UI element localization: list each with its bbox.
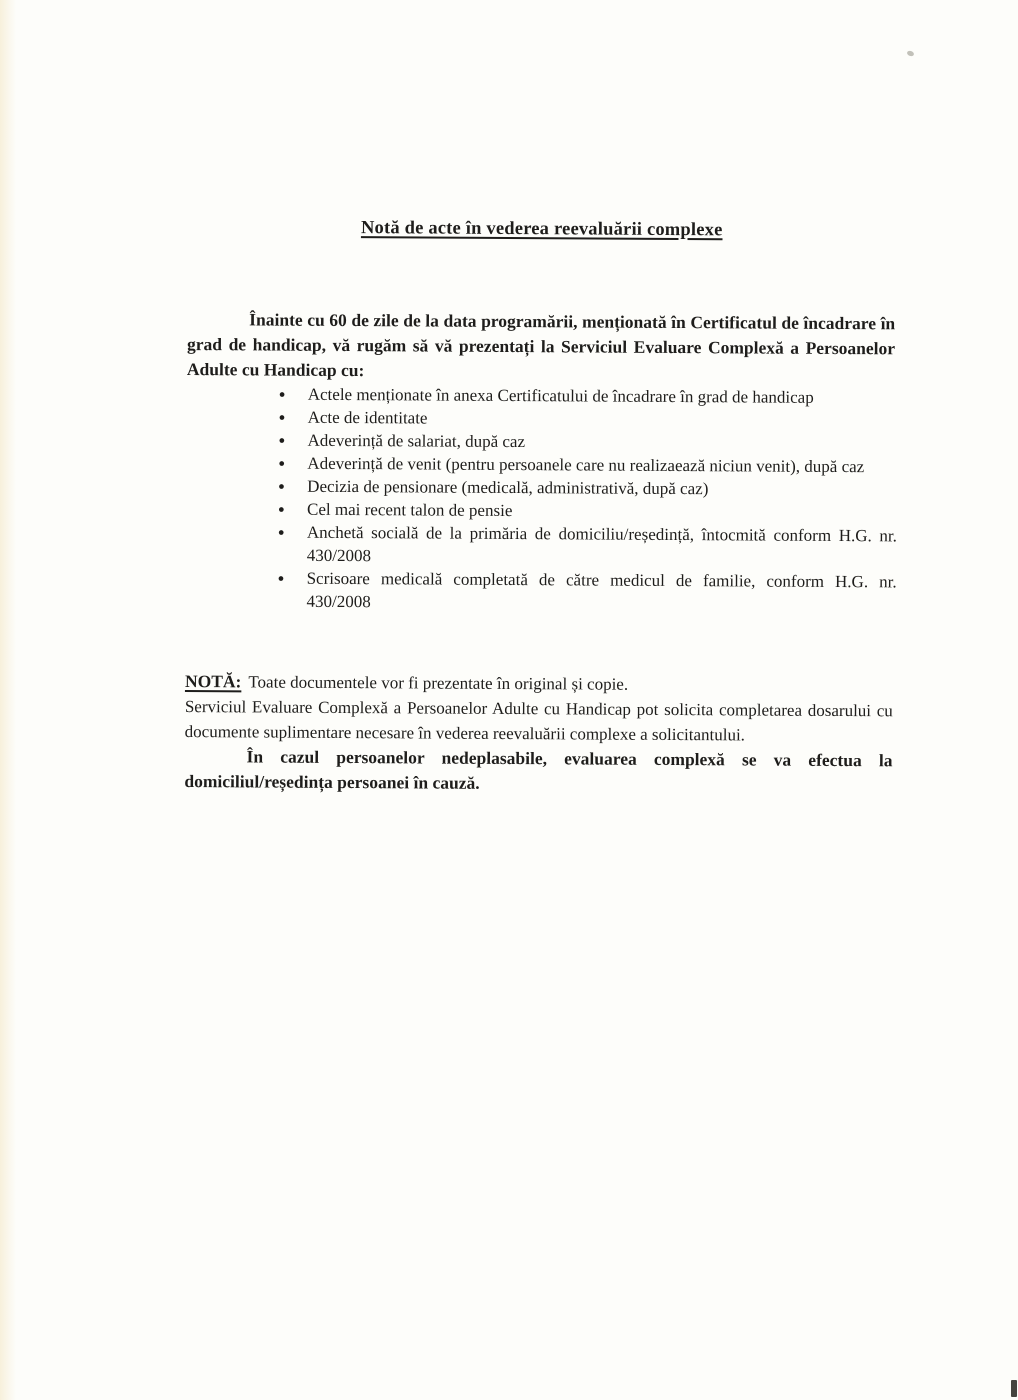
required-documents-list [277,383,897,617]
note-label: NOTĂ: [184,671,242,692]
list-item [277,567,897,617]
document-title [188,217,896,242]
bullet-icon: ● [278,434,286,447]
note-line1-text: Toate documentele vor fi prezentate în original și copie. [248,672,629,694]
document-title-text: Notă de acte în vederea reevaluării complexe [360,218,723,241]
list-item-text: Acte de identitate [307,407,428,428]
list-item-text: Actele menționate în anexa Certificatului de încadrare în grad de handicap [307,384,814,407]
list-item [277,521,897,571]
list-item-text: Scrisoare medicală completată de către medicul de familie, conform H.G. nr. 430/2008 [306,568,897,612]
bullet-icon: ● [278,480,285,493]
list-item-text: Cel mai recent talon de pensie [307,499,513,521]
bullet-icon: ● [277,526,285,539]
note-section [184,669,893,798]
bullet-icon: ● [277,572,285,585]
list-item-text: Anchetă socială de la primăria de domiciliu/reședință, întocmită conform H.G. nr. 430/2008 [306,522,897,566]
note-final-paragraph: În cazul persoanelor nedeplasabile, evaluarea complexă se va efectua la domiciliul/reședința persoanei în cauză. [184,746,893,793]
intro-paragraph: Înainte cu 60 de zile de la data programării, menționată în Certificatul de încadrare în grad de handicap, vă rugăm să vă prezentați la Serviciul Evaluare Complexă a Persoanelor Adulte cu Handicap cu: [186,309,896,381]
list-item-text: Decizia de pensionare (medicală, administrativă, după caz) [307,476,709,499]
note-paragraph: Serviciul Evaluare Complexă a Persoanelor Adulte cu Handicap pot solicita completarea dosarului cu documente suplimentare necesare în vederea reevaluării complexe a solicitantului. [184,697,893,745]
list-item-text: Adeverință de salariat, după caz [307,430,526,452]
scan-edge-mark-artifact [1011,1380,1017,1397]
list-item-text: Adeverință de venit (pentru persoanele care nu realizaează niciun venit), după caz [307,453,865,477]
bullet-icon: ● [278,503,285,516]
bullet-icon: ● [278,457,286,470]
bullet-icon: ● [278,388,286,401]
bullet-icon: ● [278,411,286,424]
